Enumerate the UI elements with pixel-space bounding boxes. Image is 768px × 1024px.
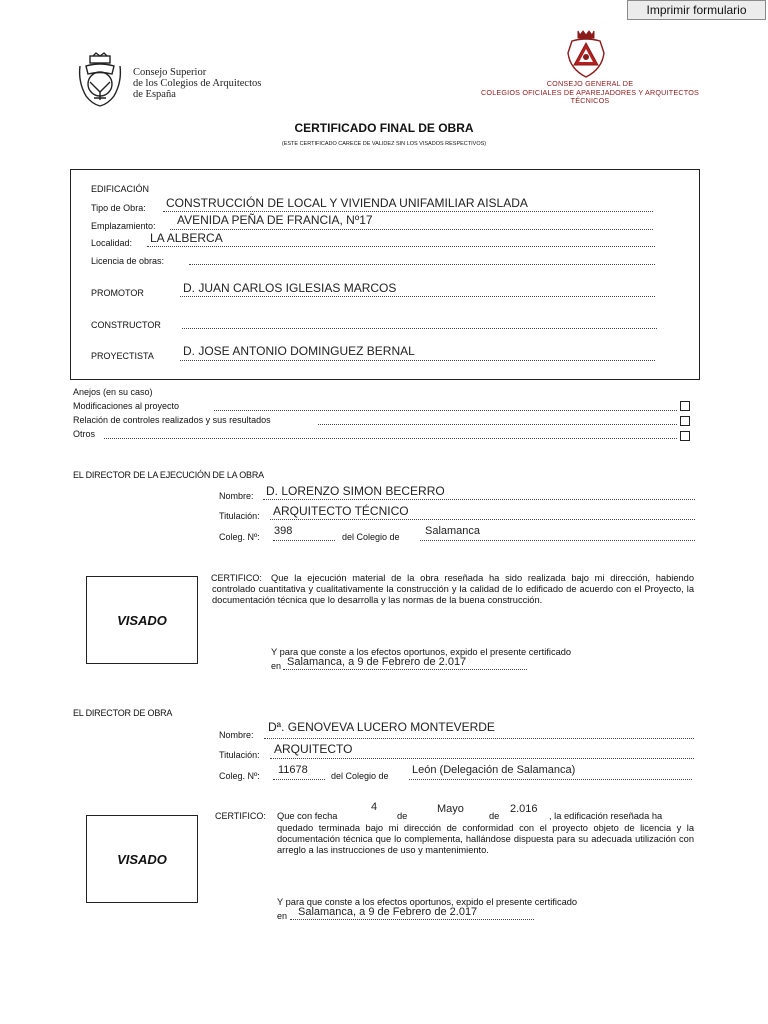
cgcoaat-name [455,80,725,106]
do-de1: de [397,811,408,821]
director-obra-heading: EL DIRECTOR DE OBRA [73,708,173,718]
de-en-field[interactable]: Salamanca, a 9 de Febrero de 2.017 [287,656,467,668]
do-colegio-field[interactable]: León (Delegación de Salamanca) [412,764,576,776]
promotor-label: PROMOTOR [91,288,144,298]
cg-line-2: COLEGIOS OFICIALES DE APAREJADORES Y ARQUITECTOS [481,87,699,97]
de-nombre-field[interactable]: D. LORENZO SIMON BECERRO [266,484,445,498]
emplazamiento-field[interactable]: AVENIDA PEÑA DE FRANCIA, Nº17 [177,213,373,227]
csca-logo-icon [76,52,128,108]
do-nombre-line [264,738,694,739]
cg-line-3: TÉCNICOS [570,96,610,105]
do-coleg-line [273,779,325,780]
de-conste-text: Y para que conste a los efectos oportunos, expido el presente certificado [271,647,572,657]
tipo-obra-line [163,211,653,212]
do-nombre-field[interactable]: Dª. GENOVEVA LUCERO MONTEVERDE [268,720,495,734]
anejo-modificaciones-label: Modificaciones al proyecto [73,401,180,411]
do-nombre-label: Nombre: [219,730,254,740]
do-coleg-field[interactable]: 11678 [278,764,308,776]
cgcoaat-logo-icon [566,29,606,79]
do-titulacion-label: Titulación: [219,750,260,760]
do-colegio-line [409,779,692,780]
de-coleg-label: Coleg. Nº: [219,532,260,542]
de-colegio-field[interactable]: Salamanca [425,525,481,537]
de-titulacion-label: Titulación: [219,511,260,521]
do-colegio-label: del Colegio de [331,771,389,781]
print-form-button[interactable]: Imprimir formulario [627,0,766,20]
do-fecha-prefix: Que con fecha [277,811,338,821]
localidad-label: Localidad: [91,238,133,248]
anejo-line [318,424,677,425]
promotor-line [180,296,655,297]
do-en-field[interactable]: Salamanca, a 9 de Febrero de 2.017 [298,906,478,918]
de-colegio-line [420,540,695,541]
visado-box-1: VISADO [86,576,198,664]
de-certifico-label: CERTIFICO: [211,573,262,583]
anejo-line [104,438,677,439]
anejo-otros-label: Otros [73,429,96,439]
proyectista-label: PROYECTISTA [91,351,154,361]
de-titulacion-field[interactable]: ARQUITECTO TÉCNICO [273,504,409,518]
do-month-field[interactable]: Mayo [437,803,464,815]
de-nombre-label: Nombre: [219,491,254,501]
csca-line-3: de España [133,89,176,100]
de-en-line [283,669,527,670]
proyectista-line [180,360,655,361]
anejo-otros-checkbox[interactable] [680,431,690,441]
document-subtitle: (ESTE CERTIFICADO CARECE DE VALIDEZ SIN LOS VISADOS RESPECTIVOS) [281,141,487,147]
cg-line-1: CONSEJO GENERAL DE [546,79,634,88]
de-colegio-label: del Colegio de [342,532,400,542]
anejos-heading: Anejos (en su caso) [73,387,153,397]
de-nombre-line [263,499,695,500]
constructor-label: CONSTRUCTOR [91,320,161,330]
csca-name [133,67,261,100]
document-title: CERTIFICADO FINAL DE OBRA [294,121,474,135]
constructor-line [182,328,657,329]
do-titulacion-line [270,758,694,759]
proyectista-field[interactable]: D. JOSE ANTONIO DOMINGUEZ BERNAL [183,344,415,358]
do-fecha-suffix: , la edificación reseñada ha [549,811,663,821]
promotor-field[interactable]: D. JUAN CARLOS IGLESIAS MARCOS [183,281,397,295]
de-coleg-field[interactable]: 398 [274,525,293,537]
emplazamiento-label: Emplazamiento: [91,221,156,231]
visado-box-2: VISADO [86,815,198,903]
director-ejecucion-heading: EL DIRECTOR DE LA EJECUCIÓN DE LA OBRA [73,470,264,480]
de-certifico-text: Que la ejecución material de la obra reseñada ha sido realizada bajo mi dirección, habiendo controlado cuantitativa y cualitativamente la construcción y la calidad de lo edificado de acuerdo con el Proyecto, la documentación técnica que lo desarrolla y las normas de la buena construcción. [212,573,694,606]
do-de2: de [489,811,500,821]
do-conste-text: Y para que conste a los efectos oportunos, expido el presente certificado [277,897,578,907]
anejo-controles-checkbox[interactable] [680,416,690,426]
de-titulacion-line [270,519,695,520]
anejo-line [214,410,677,411]
licencia-line [189,264,655,265]
licencia-label: Licencia de obras: [91,256,165,266]
anejo-modificaciones-checkbox[interactable] [680,401,690,411]
tipo-obra-label: Tipo de Obra: [91,203,146,213]
do-year-field[interactable]: 2.016 [510,803,538,815]
do-certifico-label: CERTIFICO: [215,811,266,821]
emplazamiento-line [170,229,653,230]
csca-line-2: de los Colegios de Arquitectos [133,78,262,89]
do-coleg-label: Coleg. Nº: [219,771,260,781]
csca-line-1: Consejo Superior [133,67,207,78]
do-day-field[interactable]: 4 [371,801,378,813]
do-certifico-text: quedado terminada bajo mi dirección de conformidad con el proyecto objeto de licencia y la documentación técnica que lo complementa, hallándose dispuesta para su adecuada utilización con arreglo a las instrucciones de uso y mantenimiento. [277,823,694,856]
do-en-line [290,919,534,920]
tipo-obra-field[interactable]: CONSTRUCCIÓN DE LOCAL Y VIVIENDA UNIFAMILIAR AISLADA [166,196,528,210]
do-titulacion-field[interactable]: ARQUITECTO [274,742,353,756]
do-en-label: en [277,911,288,921]
de-en-label: en [271,661,282,671]
de-coleg-line [273,540,335,541]
anejo-controles-label: Relación de controles realizados y sus resultados [73,415,271,425]
localidad-field[interactable]: LA ALBERCA [150,231,223,245]
edificacion-heading: EDIFICACIÓN [91,184,150,194]
localidad-line [147,246,655,247]
